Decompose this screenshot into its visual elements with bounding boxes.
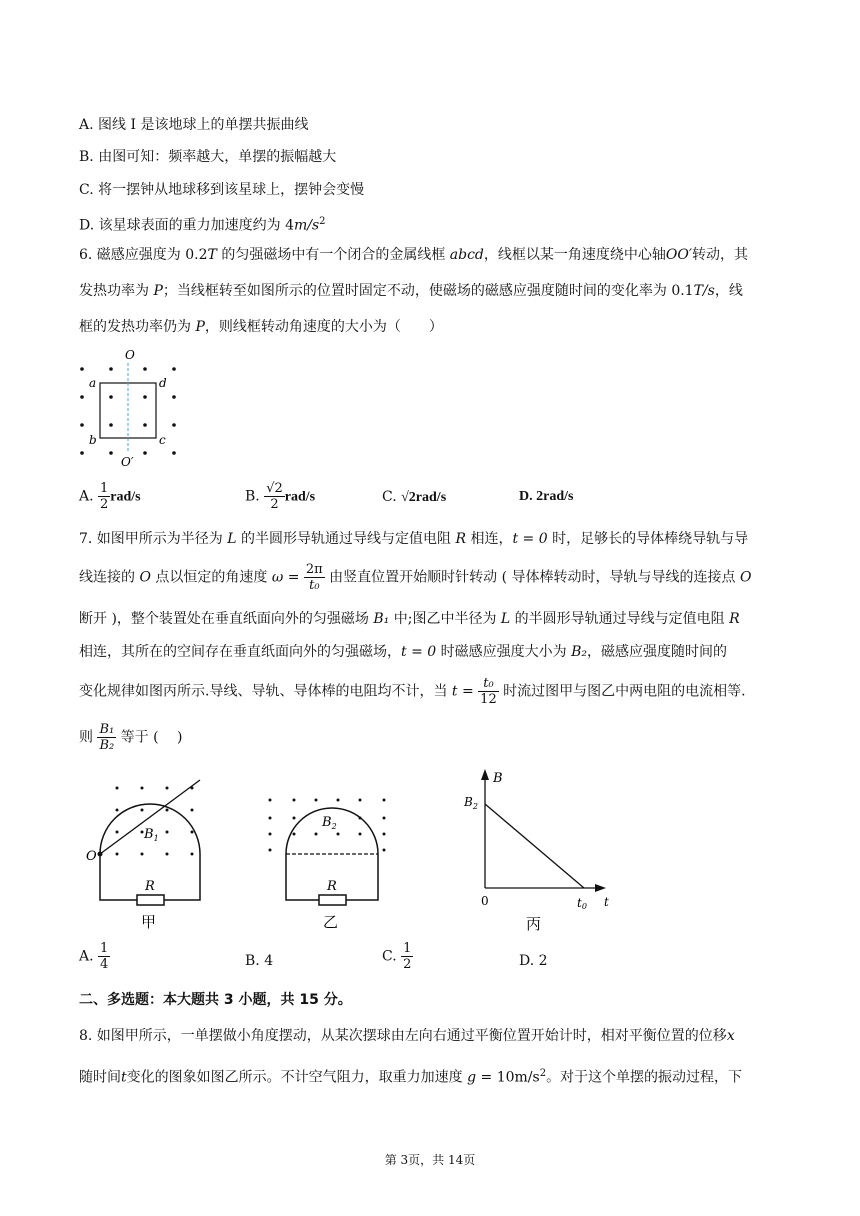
bing-b2-label: $B_2$ [464, 795, 478, 811]
q8-line-1: 8. 如图甲所示，一单摆做小角度摆动，从某次摆球由左向右通过平衡位置开始计时，相对平衡位置的位移x [79, 1028, 735, 1044]
q6-line-1: 6. 磁感应强度为 0.2T 的匀强磁场中有一个闭合的金属线框 abcd，线框以某一角速度绕中心轴OO′转动，其 [79, 247, 749, 263]
q7-line-6: 则 $\frac{\text{B₁}}{\text{B₂}}$ 等于 ( ) [79, 722, 183, 753]
bing-y-arrow [481, 769, 489, 780]
q7-line-4: 相连，其所在的空间存在垂直纸面向外的匀强磁场，t = 0 时磁感应强度大小为 B₂，磁感应强度随时间的 [79, 644, 727, 660]
yi-resistor [319, 895, 346, 905]
q6-option-c: C. √2rad/s [382, 489, 447, 505]
q7-figure-jia [82, 770, 222, 935]
section-2-heading: 二、多选题：本大题共 3 小题，共 15 分。 [79, 992, 352, 1008]
bing-origin: 0 [481, 894, 489, 908]
q6-label-a: a [89, 376, 97, 390]
jia-label-b: $B_1$ [144, 827, 159, 843]
q7-line-1: 7. 如图甲所示为半径为 L 的半圆形导轨通过导线与定值电阻 R 相连，t = 0 时，足够长的导体棒绕导轨与导 [79, 531, 749, 547]
jia-pivot [98, 852, 103, 857]
jia-label-o: O [86, 849, 97, 864]
jia-resistor [137, 895, 164, 905]
q8-line-2: 随时间t变化的图象如图乙所示。不计空气阻力，取重力加速度 $g = 10m/s^2$。对于这个单摆的振动过程，下 [79, 1068, 743, 1086]
jia-label-r: R [145, 879, 155, 894]
q6-option-d: D. 2rad/s [519, 489, 574, 504]
jia-caption: 甲 [141, 913, 157, 931]
q7-figure-yi [264, 790, 394, 935]
yi-label-r: R [327, 879, 337, 894]
q7-option-a: A. $\frac{1}{4}$ [79, 941, 109, 972]
q5-option-b: B. 由图可知：频率越大，单摆的振幅越大 [79, 149, 337, 165]
q7-figure-bing [460, 768, 620, 935]
q5-option-a: A. 图线 I 是该地球上的单摆共振曲线 [79, 117, 309, 133]
q7-line-2: 线连接的 O 点以恒定的角速度 ω = $\frac{2\pi}{\text{t₀}}$ 由竖直位置开始顺时针转动 ( 导体棒转动时，导轨与导线的连接点 O [79, 562, 752, 593]
q5-option-d: D. 该星球表面的重力加速度约为 $4m/s^2$ [79, 216, 326, 234]
q6-label-o: O [125, 348, 135, 362]
q7-option-d: D. 2 [519, 953, 548, 969]
q6-option-b: B. $\frac{√2}{2}$ rad/s [245, 481, 316, 512]
q6-figure [74, 345, 184, 470]
page-footer: 第 3页，共 14页 [384, 1153, 476, 1167]
bing-y-label: B [493, 771, 503, 786]
q6-option-a: A. $\frac{1}{2}$ rad/s [79, 481, 141, 512]
bing-caption: 丙 [526, 915, 542, 933]
jia-field-dots [116, 787, 194, 856]
q6-label-b: b [89, 433, 97, 447]
q6-label-d: d [159, 376, 167, 390]
yi-caption: 乙 [323, 913, 339, 931]
yi-label-b: $B_2$ [322, 815, 337, 831]
q7-option-b: B. 4 [245, 953, 274, 969]
q7-option-c: C. $\frac{1}{2}$ [382, 941, 412, 972]
bing-t0-label: t0 [577, 896, 587, 911]
bing-x-arrow [595, 884, 606, 892]
bing-x-label: t [604, 895, 609, 909]
q6-label-o-prime: O′ [121, 455, 134, 469]
jia-rod [100, 780, 200, 854]
q6-line-3: 框的发热功率仍为 P，则线框转动角速度的大小为（ ） [79, 319, 443, 335]
q7-line-3: 断开 )，整个装置处在垂直纸面向外的匀强磁场 B₁ 中;图乙中半径为 L 的半圆形导轨通过导线与定值电阻 R [79, 611, 740, 627]
bing-line [485, 804, 584, 888]
q5-option-c: C. 将一摆钟从地球移到该星球上，摆钟会变慢 [79, 182, 365, 198]
q6-line-2: 发热功率为 P；当线框转至如图所示的位置时固定不动，使磁场的磁感应强度随时间的变化率为 0.1T/s，线 [79, 283, 743, 299]
q6-label-c: c [159, 433, 166, 447]
q7-line-5: 变化规律如图丙所示.导线、导轨、导体棒的电阻均不计，当 t = $\frac{\text{t₀}}{12}$ 时流过图甲与图乙中两电阻的电流相等. [79, 676, 746, 707]
